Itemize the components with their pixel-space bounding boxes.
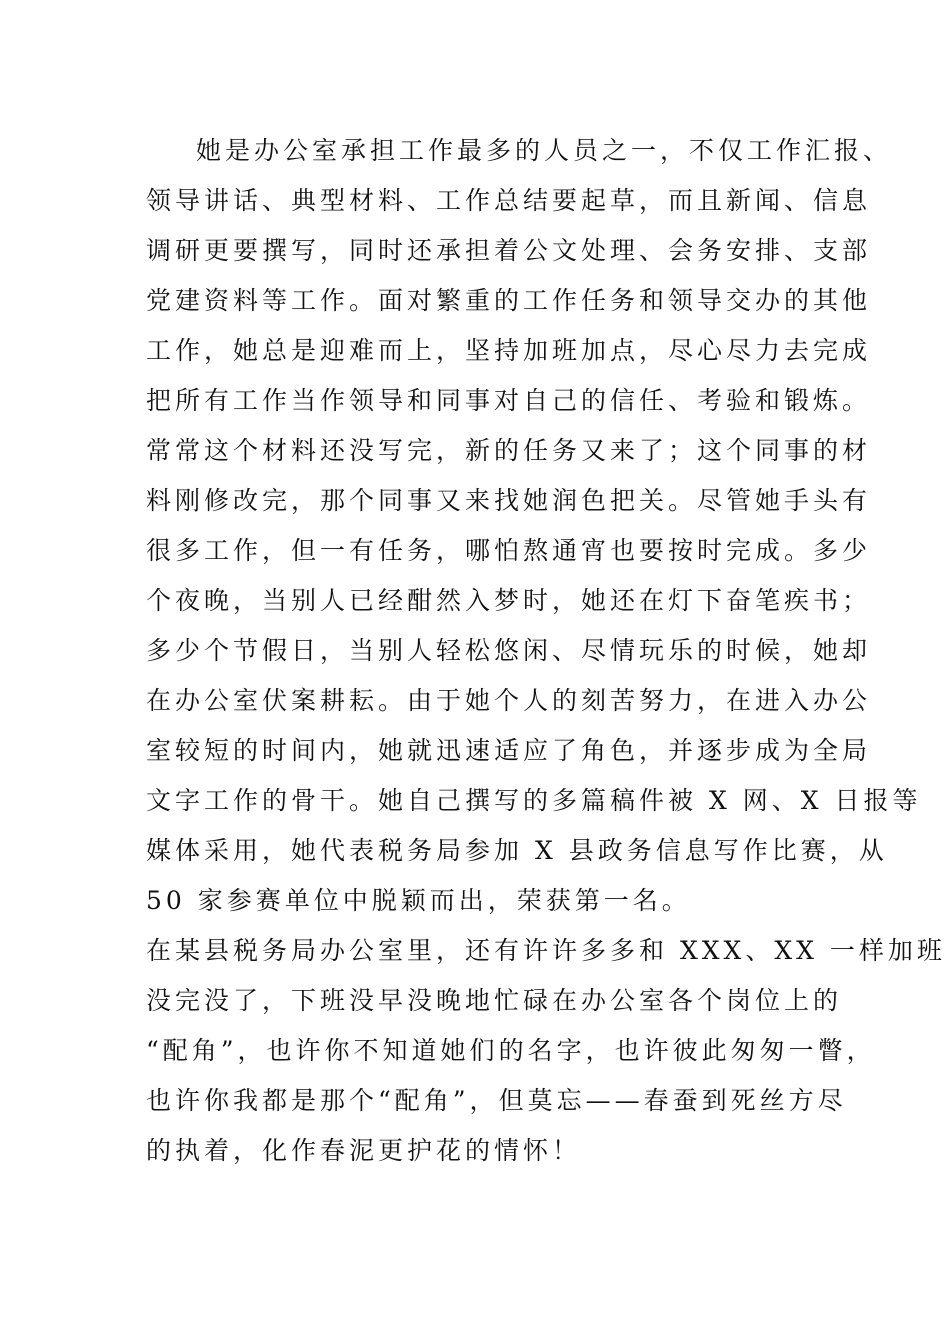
text-line: 在办公室伏案耕耘。由于她个人的刻苦努力，在进入办公 (146, 686, 872, 715)
text-line: 常常这个材料还没写完，新的任务又来了；这个同事的材 (146, 436, 872, 465)
text-line: 工作，她总是迎难而上，坚持加班加点，尽心尽力去完成 (146, 336, 872, 365)
text-line: 料刚修改完，那个同事又来找她润色把关。尽管她手头有 (146, 486, 872, 515)
text-line: 个夜晚，当别人已经酣然入梦时，她还在灯下奋笔疾书； (146, 586, 872, 615)
text-line: 也许你我都是那个“配角”，但莫忘——春蚕到死丝方尽 (146, 1086, 847, 1115)
text-line: 调研更要撰写，同时还承担着公文处理、会务安排、支部 (146, 236, 872, 265)
text-line: “配角”，也许你不知道她们的名字，也许彼此匆匆一瞥， (146, 1036, 876, 1065)
text-line: 的执着，化作春泥更护花的情怀！ (146, 1136, 582, 1165)
text-line: 很多工作，但一有任务，哪怕熬通宵也要按时完成。多少 (146, 536, 872, 565)
text-line: 在某县税务局办公室里，还有许许多多和 XXX、XX 一样加班 (146, 936, 946, 965)
text-line: 50 家参赛单位中脱颖而出，荣获第一名。 (146, 886, 691, 915)
text-line: 室较短的时间内，她就迅速适应了角色，并逐步成为全局 (146, 736, 872, 765)
text-line: 多少个节假日，当别人轻松悠闲、尽情玩乐的时候，她却 (146, 636, 872, 665)
text-line: 她是办公室承担工作最多的人员之一，不仅工作汇报、 (196, 136, 893, 165)
text-line: 没完没了，下班没早没晚地忙碌在办公室各个岗位上的 (146, 986, 843, 1015)
text-line: 媒体采用，她代表税务局参加 X 县政务信息写作比赛，从 (146, 836, 888, 865)
text-line: 文字工作的骨干。她自己撰写的多篇稿件被 X 网、X 日报等 (146, 786, 922, 815)
text-line: 把所有工作当作领导和同事对自己的信任、考验和锻炼。 (146, 386, 872, 415)
text-line: 党建资料等工作。面对繁重的工作任务和领导交办的其他 (146, 286, 872, 315)
text-line: 领导讲话、典型材料、工作总结要起草，而且新闻、信息 (146, 186, 872, 215)
